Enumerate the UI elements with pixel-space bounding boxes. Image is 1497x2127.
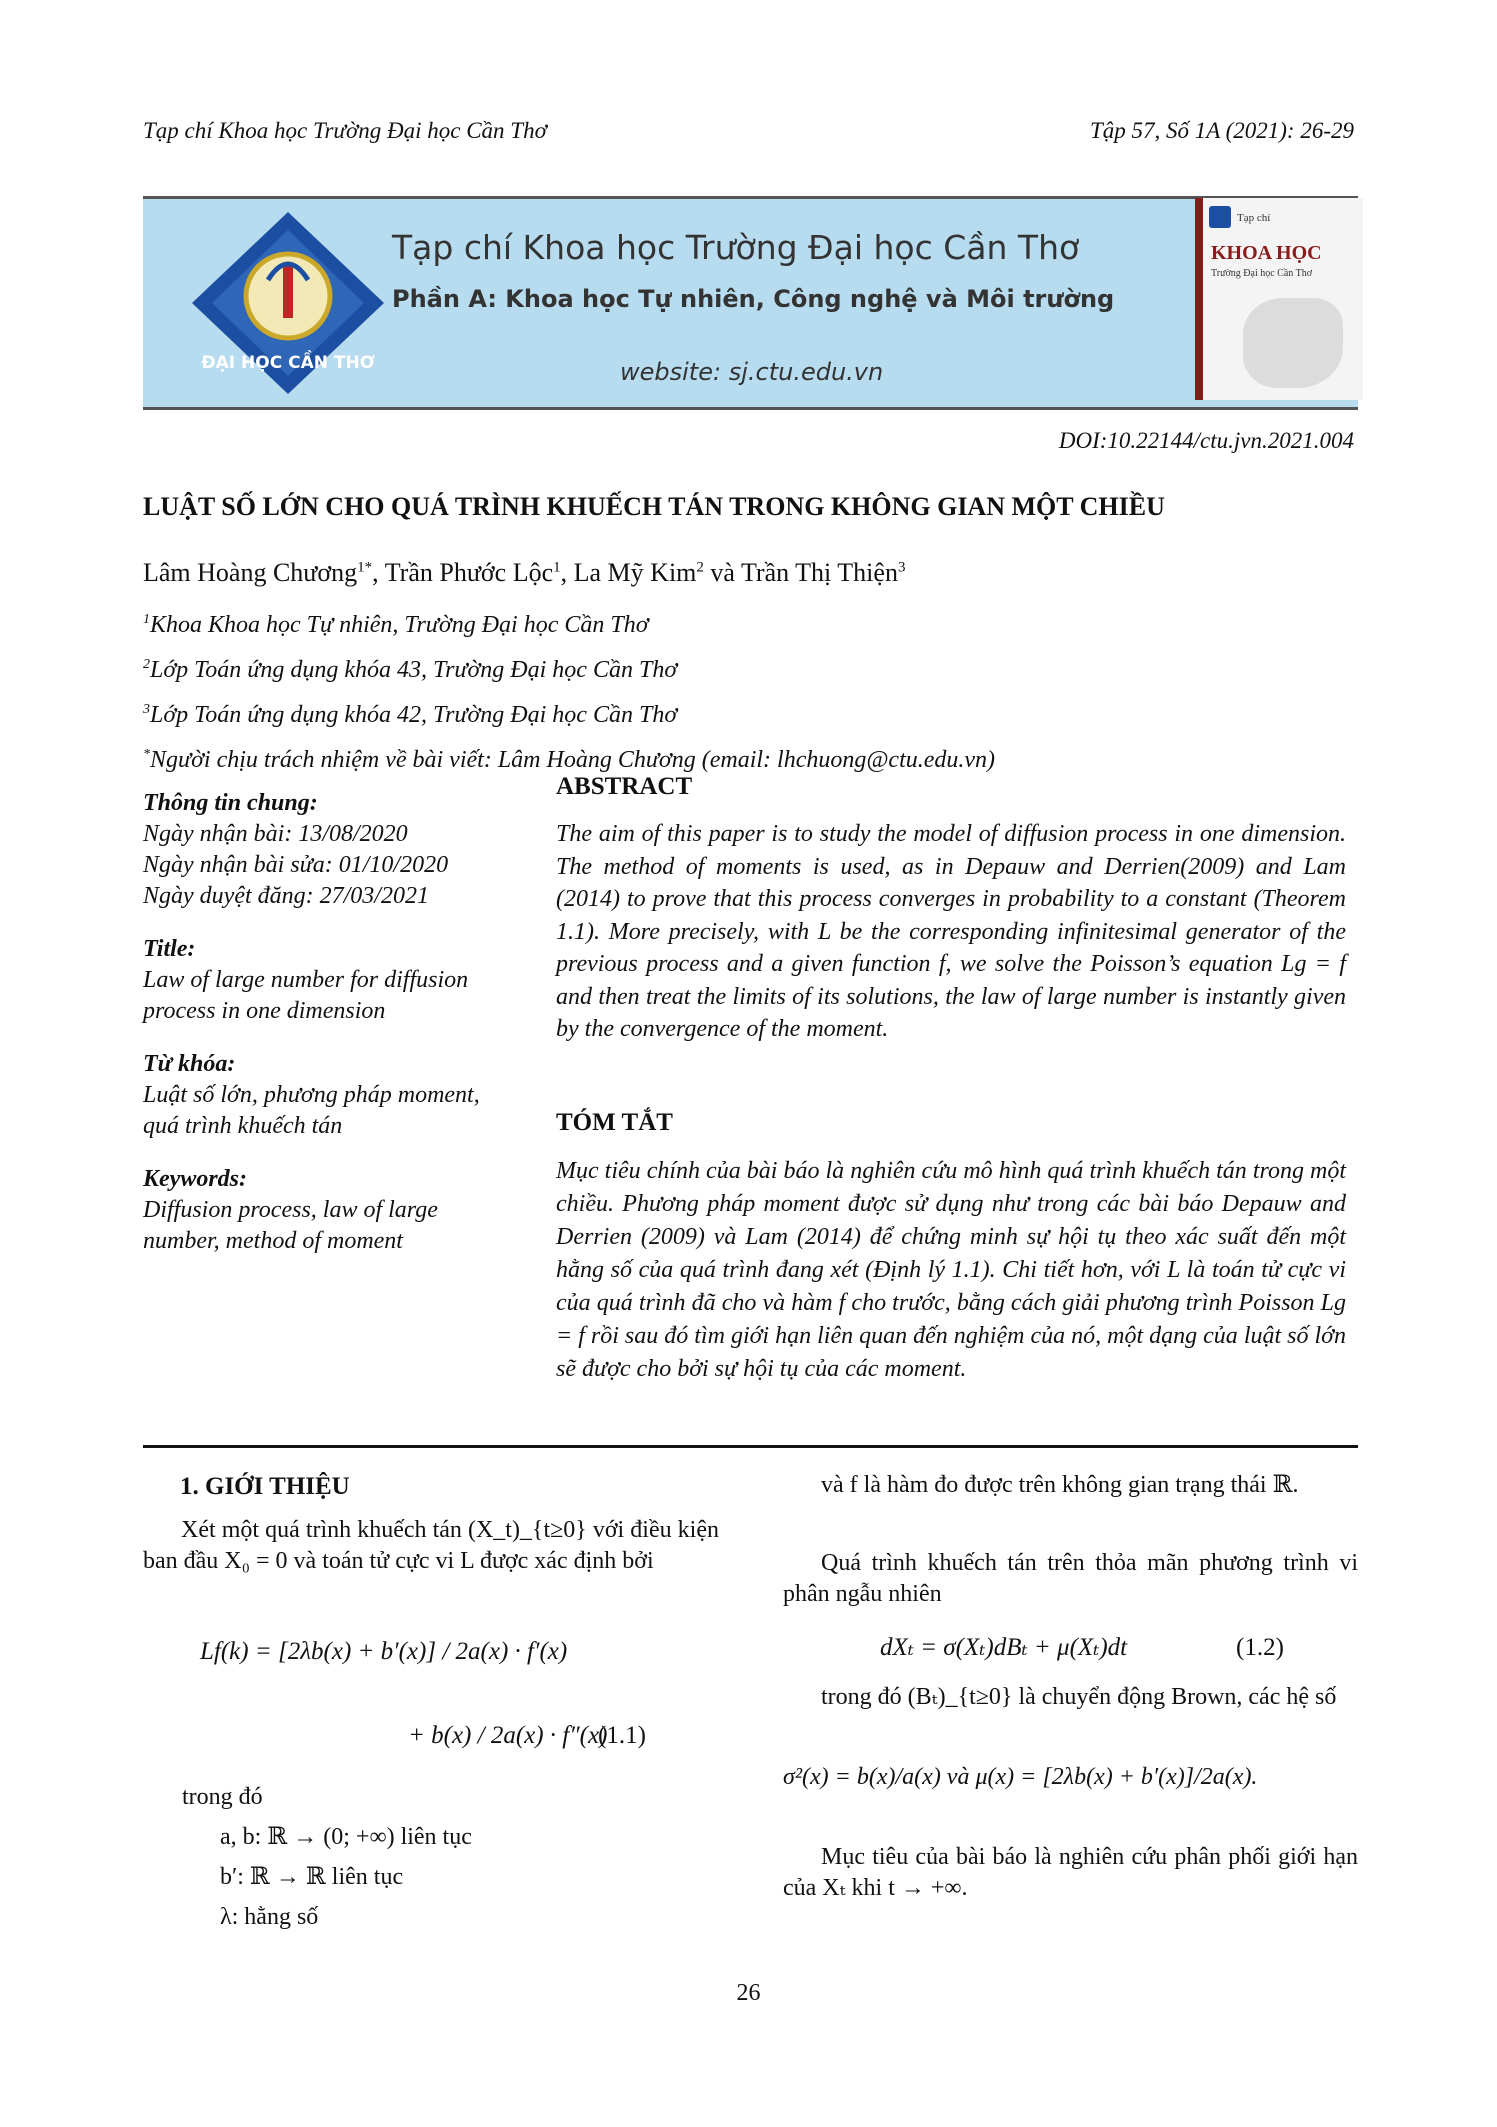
cover-small-text: Tạp chí	[1237, 212, 1271, 224]
author-name: Lâm Hoàng Chương	[143, 558, 358, 587]
article-info-column	[143, 788, 503, 1257]
author-and: và	[710, 558, 735, 587]
banner-website[interactable]: website: sj.ctu.edu.vn	[620, 358, 884, 386]
tomtat-heading: TÓM TẮT	[556, 1109, 673, 1136]
banner-subtitle: Phần A: Khoa học Tự nhiên, Công nghệ và Môi trường	[392, 285, 1115, 313]
banner-title: Tạp chí Khoa học Trường Đại học Cần Thơ	[392, 228, 1080, 267]
journal-cover-thumbnail	[1195, 198, 1363, 400]
affiliations	[143, 600, 995, 780]
body-paragraph: trong đó (Bₜ)_{t≥0} là chuyển động Brown, các hệ số	[821, 1684, 1337, 1710]
running-header-volume: Tập 57, Số 1A (2021): 26-29	[1089, 118, 1354, 143]
author-sup: 1	[553, 559, 561, 576]
affiliation: $^1$Khoa Khoa học Tự nhiên, Trường Đại học Cần Thơ	[143, 612, 649, 638]
received-date: Ngày nhận bài: 13/08/2020	[143, 821, 408, 847]
author-sup: 1*	[357, 559, 373, 576]
condition-item: b′: ℝ → ℝ liên tục	[220, 1864, 404, 1890]
condition-item: λ: hằng số	[220, 1904, 319, 1930]
author-sup: 2	[696, 559, 704, 576]
cover-big-text: KHOA HỌC	[1211, 242, 1322, 264]
section-heading: 1. GIỚI THIỆU	[180, 1473, 350, 1500]
cover-sub-text: Trường Đại học Cần Thơ	[1211, 268, 1312, 279]
author-name: Trần Phước Lộc	[384, 558, 554, 587]
where-text: trong đó	[182, 1784, 263, 1810]
section-divider	[143, 1445, 1358, 1448]
body-paragraph: Mục tiêu của bài báo là nghiên cứu phân phối giới hạn của Xₜ khi t → +∞.	[783, 1844, 1358, 1901]
affiliation: $^3$Lớp Toán ứng dụng khóa 42, Trường Đại học Cần Thơ	[143, 702, 678, 728]
abstract-text: The aim of this paper is to study the model of diffusion process in one dimension. The method of moments is used, as in Depauw and Derrien(2009) and Lam (2014) to prove that this process converges in probability to a constant (Theorem 1.1). More precisely, with L be the corresponding infinitesimal generator of the previous process and a given function f, we solve the Poisson’s equation Lg = f and then treat the limits of its solutions, the law of large number is instantly given by the convergence of the moment.	[556, 821, 1346, 1042]
author-name: La Mỹ Kim	[573, 558, 697, 587]
tukhoa-heading: Từ khóa:	[143, 1051, 236, 1077]
equation-1-label: (1.1)	[598, 1722, 646, 1749]
affiliation: $^2$Lớp Toán ứng dụng khóa 43, Trường Đại học Cần Thơ	[143, 657, 678, 683]
coefficients: σ²(x) = b(x)/a(x) và μ(x) = [2λb(x) + b′(x)]/2a(x).	[783, 1764, 1258, 1790]
body-paragraph: và f là hàm đo được trên không gian trạng thái ℝ.	[821, 1472, 1299, 1498]
tomtat-text: Mục tiêu chính của bài báo là nghiên cứu mô hình quá trình khuếch tán trong một chiều. Phương pháp moment được sử dụng như trong các bài báo Depauw and Derrien (2009) và Lam (2014) để chứng minh sự hội tụ theo xác suất đến một hằng số của quá trình đang xét (Định lý 1.1). Chi tiết hơn, với L là toán tử cực vi của quá trình đã cho và hàm f cho trước, bằng cách giải phương trình Poisson Lg = f rồi sau đó tìm giới hạn liên quan đến nghiệm của nó, một dạng của luật số lớn sẽ được cho bởi sự hội tụ của các moment.	[556, 1158, 1346, 1382]
author-list: Lâm Hoàng Chương$^{1*}$, Trần Phước Lộc$^1$, La Mỹ Kim$^2$ và Trần Thị Thiện$^3$	[143, 558, 906, 587]
body-paragraph: Quá trình khuếch tán trên thỏa mãn phương trình vi phân ngẫu nhiên	[783, 1550, 1358, 1607]
accepted-date: Ngày duyệt đăng: 27/03/2021	[143, 883, 429, 909]
cover-map-icon	[1243, 298, 1343, 388]
info-heading: Thông tin chung:	[143, 790, 318, 816]
title-heading: Title:	[143, 936, 196, 962]
university-logo-icon	[188, 208, 388, 398]
equation-1-line2: + b(x) / 2a(x) · f″(x)	[408, 1722, 608, 1749]
author-sup: 3	[897, 559, 906, 576]
condition-item: a, b: ℝ → (0; +∞) liên tục	[220, 1824, 472, 1850]
equation-2-label: (1.2)	[1236, 1634, 1284, 1661]
logo-ring-text: ĐẠI HỌC CẦN THƠ	[201, 353, 375, 373]
equation-1-line1: Lf(k) = [2λb(x) + b′(x)] / 2a(x) · f′(x)	[200, 1638, 568, 1665]
keywords-heading: Keywords:	[143, 1166, 247, 1192]
paper-title: LUẬT SỐ LỚN CHO QUÁ TRÌNH KHUẾCH TÁN TRONG KHÔNG GIAN MỘT CHIỀU	[143, 492, 1165, 521]
author-name: Trần Thị Thiện	[740, 558, 898, 587]
cover-logo-icon	[1209, 206, 1231, 228]
revised-date: Ngày nhận bài sửa: 01/10/2020	[143, 852, 449, 878]
keywords-text: Diffusion process, law of large number, method of moment	[143, 1197, 438, 1254]
equation-2: dXₜ = σ(Xₜ)dBₜ + μ(Xₜ)dt	[880, 1634, 1128, 1661]
body-paragraph: Xét một quá trình khuếch tán (X_t)_{t≥0} với điều kiện ban đầu X₀ = 0 và toán tử cực vi L được xác định bởi	[143, 1517, 719, 1574]
running-header-journal: Tạp chí Khoa học Trường Đại học Cần Thơ	[143, 118, 547, 143]
english-title: Law of large number for diffusion process in one dimension	[143, 967, 469, 1024]
tukhoa-text: Luật số lớn, phương pháp moment, quá trình khuếch tán	[143, 1082, 480, 1139]
doi[interactable]: DOI:10.22144/ctu.jvn.2021.004	[1058, 428, 1354, 453]
page-number: 26	[736, 1980, 761, 2006]
abstract-heading: ABSTRACT	[556, 773, 693, 800]
affiliation-corresponding: *Người chịu trách nhiệm về bài viết: Lâm Hoàng Chương (email: lhchuong@ctu.edu.vn)	[143, 747, 996, 773]
